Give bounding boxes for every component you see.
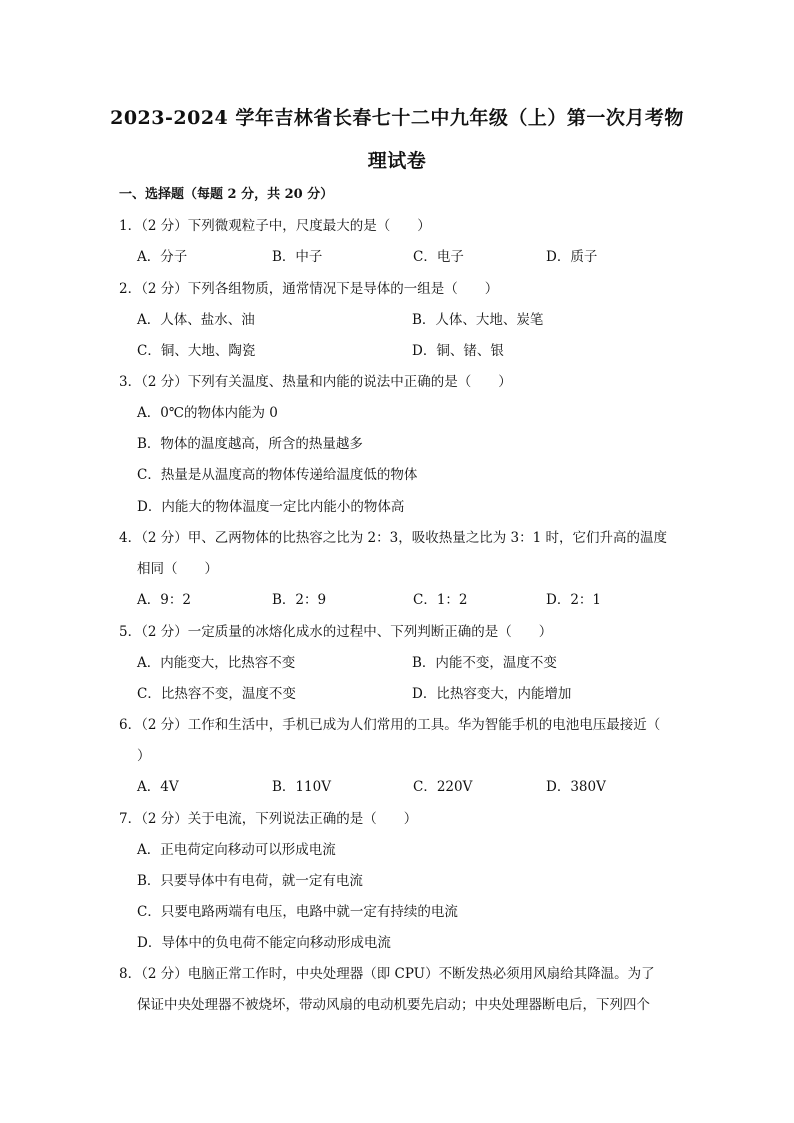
q2-option-b: B．人体、大地、炭笔	[412, 312, 544, 328]
q8-stem-line-1: 8．（2 分）电脑正常工作时，中央处理器（即 CPU）不断发热必须用风扇给其降温。为了	[119, 966, 655, 982]
q6-option-b: B．110V	[272, 779, 331, 795]
q2-option-c: C．铜、大地、陶瓷	[137, 343, 256, 359]
q4-option-d: D．2：1	[546, 592, 602, 608]
q6-stem-line-1: 6．（2 分）工作和生活中，手机已成为人们常用的工具。华为智能手机的电池电压最接近（	[119, 717, 661, 733]
q4-option-b: B．2：9	[272, 592, 327, 608]
q4-stem-line-2: 相同（ ）	[137, 561, 218, 577]
q2-stem: 2．（2 分）下列各组物质，通常情况下是导体的一组是（ ）	[119, 281, 499, 297]
q1-option-a: A．分子	[137, 249, 188, 265]
q6-option-c: C．220V	[413, 779, 473, 795]
exam-title-line-1: 2023-2024 学年吉林省长春七十二中九年级（上）第一次月考物	[110, 107, 684, 129]
q6-option-d: D．380V	[546, 779, 606, 795]
q4-option-c: C．1：2	[413, 592, 468, 608]
q5-option-c: C．比热容不变，温度不变	[137, 686, 296, 702]
q4-option-a: A．9：2	[137, 592, 191, 608]
q6-stem-line-2: ）	[137, 748, 151, 764]
q5-option-b: B．内能不变，温度不变	[412, 655, 557, 671]
q3-option-c: C．热量是从温度高的物体传递给温度低的物体	[137, 467, 418, 483]
q1-option-c: C．电子	[413, 249, 464, 265]
q2-option-a: A．人体、盐水、油	[137, 312, 255, 328]
section-heading: 一、选择题（每题 2 分，共 20 分）	[119, 187, 334, 202]
q8-stem-line-2: 保证中央处理器不被烧坏，带动风扇的电动机要先启动；中央处理器断电后，下列四个	[137, 997, 650, 1013]
q7-option-b: B．只要导体中有电荷，就一定有电流	[137, 873, 363, 889]
q3-option-a: A．0℃的物体内能为 0	[137, 405, 278, 421]
q1-stem: 1．（2 分）下列微观粒子中，尺度最大的是（ ）	[119, 218, 431, 234]
q5-option-d: D．比热容变大，内能增加	[412, 686, 572, 702]
q3-stem: 3．（2 分）下列有关温度、热量和内能的说法中正确的是（ ）	[119, 374, 512, 390]
q1-option-b: B．中子	[272, 249, 323, 265]
q6-option-a: A．4V	[137, 779, 179, 795]
q7-option-a: A．正电荷定向移动可以形成电流	[137, 842, 336, 858]
q7-option-d: D．导体中的负电荷不能定向移动形成电流	[137, 935, 391, 951]
q5-stem: 5．（2 分）一定质量的冰熔化成水的过程中、下列判断正确的是（ ）	[119, 624, 553, 640]
q1-option-d: D．质子	[546, 249, 598, 265]
q4-stem-line-1: 4．（2 分）甲、乙两物体的比热容之比为 2：3，吸收热量之比为 3：1 时，它们升高的温度	[119, 530, 667, 546]
q3-option-d: D．内能大的物体温度一定比内能小的物体高	[137, 499, 405, 515]
q5-option-a: A．内能变大，比热容不变	[137, 655, 296, 671]
q2-option-d: D．铜、锗、银	[412, 343, 504, 359]
q7-stem: 7．（2 分）关于电流，下列说法正确的是（ ）	[119, 811, 418, 827]
q7-option-c: C．只要电路两端有电压，电路中就一定有持续的电流	[137, 904, 458, 920]
exam-title-line-2: 理试卷	[367, 150, 427, 172]
q3-option-b: B．物体的温度越高，所含的热量越多	[137, 436, 363, 452]
